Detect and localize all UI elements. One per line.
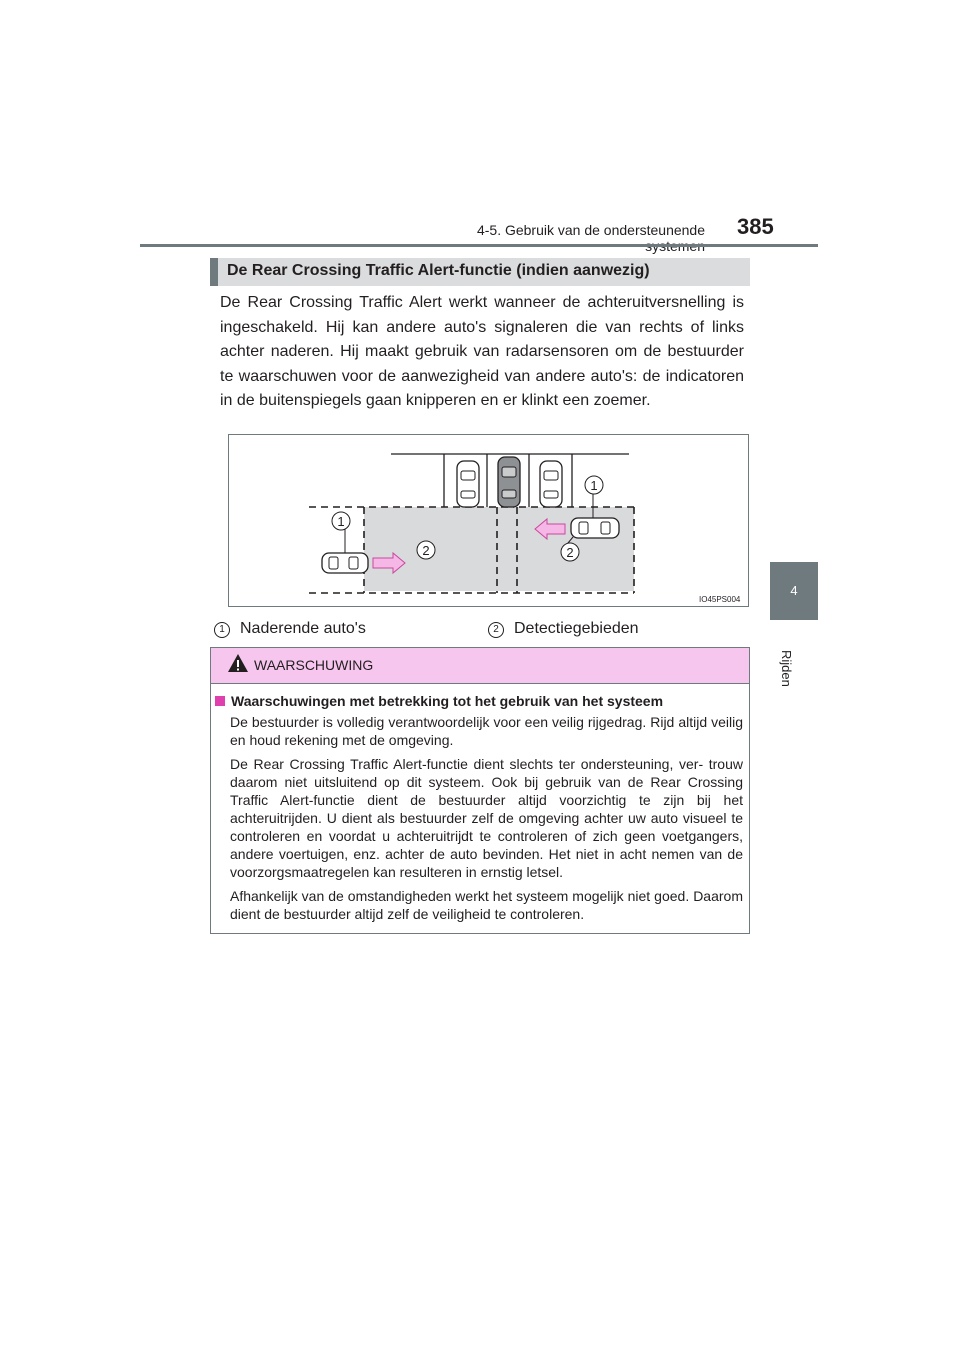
rcta-illustration [228,434,749,607]
warning-title: WAARSCHUWING [254,657,374,673]
own-car [498,457,520,507]
approaching-car-left [322,553,368,573]
legend-text: Detectiegebieden [514,620,639,637]
legend-item-detection [488,620,639,638]
legend-number: 2 [488,622,504,638]
warning-header [211,648,749,684]
chapter-number: 4 [790,583,798,598]
approaching-car-right [571,518,619,538]
warning-paragraph: De Rear Crossing Traffic Alert-functie dient slechts ter ondersteuning, ver- trouw daarom niet uitsluitend op dit systeem. Ook bij gebruik van de Rear Crossing Traffic Alert-functie dient de bestuurder altijd voorzichtig te zijn bij het achteruitrijden. U dient als bestuurder zelf de omgeving achter uw auto visueel te controleren en voordat u achteruitrijdt te controleren of zich geen voetgangers, andere voertuigen, enz. achter de auto bevinden. Het niet in acht nemen van de voorzorgsmaatregelen kan resulteren in ernstig letsel. [230,756,743,880]
warning-box [210,647,750,934]
legend-text: Naderende auto's [240,620,366,637]
bullet-square-icon [215,696,225,706]
callout-1-left: 1 [337,514,345,529]
parked-car-right [540,461,562,507]
page-number: 385 [737,214,774,239]
warning-subheading-text: Waarschuwingen met betrekking tot het gebruik van het systeem [231,693,664,709]
parked-car-left [457,461,479,507]
detection-zone-left [364,507,514,591]
running-header: 4-5. Gebruik van de ondersteunende [476,222,705,238]
chapter-label: Rijden [779,650,794,687]
legend-number: 1 [214,622,230,638]
section-heading-bar [210,258,218,286]
callout-2-right: 2 [566,545,574,560]
warning-triangle-icon [227,653,249,673]
warning-paragraph: Afhankelijk van de omstandigheden werkt het systeem mogelijk niet goed. Daarom dient de bestuurder altijd zelf de veiligheid te controleren. [230,888,743,922]
legend-item-approaching [214,620,366,638]
warning-body [215,692,743,929]
callout-1-right: 1 [590,478,598,493]
figure-code: IO45PS004 [699,595,741,604]
intro-paragraph: De Rear Crossing Traffic Alert werkt wanneer de achteruitversnelling is ingeschakeld. Hij kan andere auto's signaleren die van rechts of links achter naderen. Hij maakt gebruik van radarsensoren om de bestuurder te waarschuwen voor de aanwezigheid van andere auto's: de indicatoren in de buitenspiegels gaan knipperen en er klinkt een zoemer. [220,294,744,409]
chapter-tab [770,562,818,620]
header-rule [140,244,818,247]
callout-2-left: 2 [422,543,430,558]
warning-paragraph: De bestuurder is volledig verantwoordelijk voor een veilig rijgedrag. Rijd altijd veilig en houd rekening met de omgeving. [230,714,743,748]
warning-subheading [215,692,743,710]
section-heading-text: De Rear Crossing Traffic Alert-functie (indien aanwezig) [227,262,650,279]
section-heading [210,258,750,286]
